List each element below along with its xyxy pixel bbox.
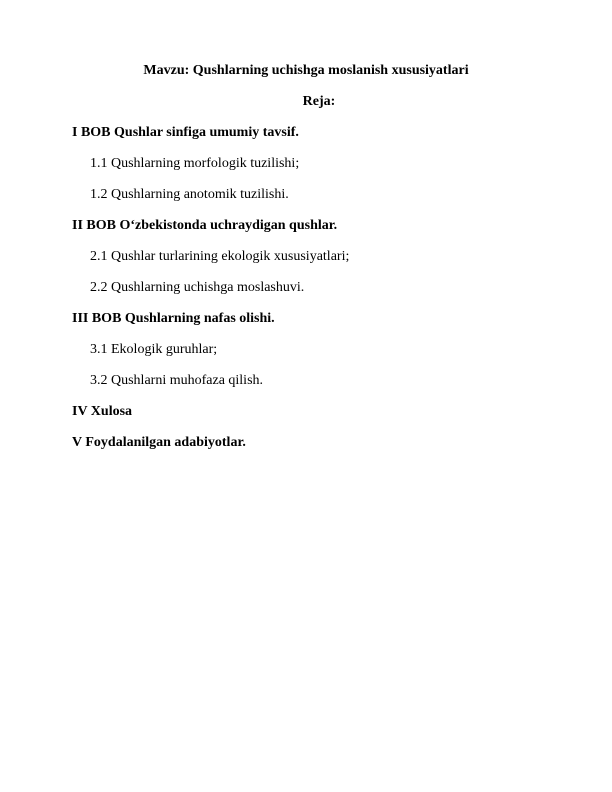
document-title: Mavzu: Qushlarning uchishga moslanish xususiyatlari xyxy=(143,63,469,78)
section-1-2: 1.2 Qushlarning anotomik tuzilishi. xyxy=(90,187,289,202)
section-2-1: 2.1 Qushlar turlarining ekologik xususiyatlari; xyxy=(90,249,350,264)
section-2-2: 2.2 Qushlarning uchishga moslashuvi. xyxy=(90,280,305,295)
section-3-2: 3.2 Qushlarni muhofaza qilish. xyxy=(90,373,264,388)
chapter-2-heading: II BOB O‘zbekistonda uchraydigan qushlar. xyxy=(72,218,338,233)
chapter-1-heading: I BOB Qushlar sinfiga umumiy tavsif. xyxy=(72,125,299,140)
chapter-4-heading: IV Xulosa xyxy=(72,404,133,419)
chapter-3-heading: III BOB Qushlarning nafas olishi. xyxy=(72,311,275,326)
chapter-5-heading: V Foydalanilgan adabiyotlar. xyxy=(72,435,246,450)
plan-heading: Reja: xyxy=(302,94,336,109)
section-1-1: 1.1 Qushlarning morfologik tuzilishi; xyxy=(90,156,300,171)
section-3-1: 3.1 Ekologik guruhlar; xyxy=(90,342,218,357)
